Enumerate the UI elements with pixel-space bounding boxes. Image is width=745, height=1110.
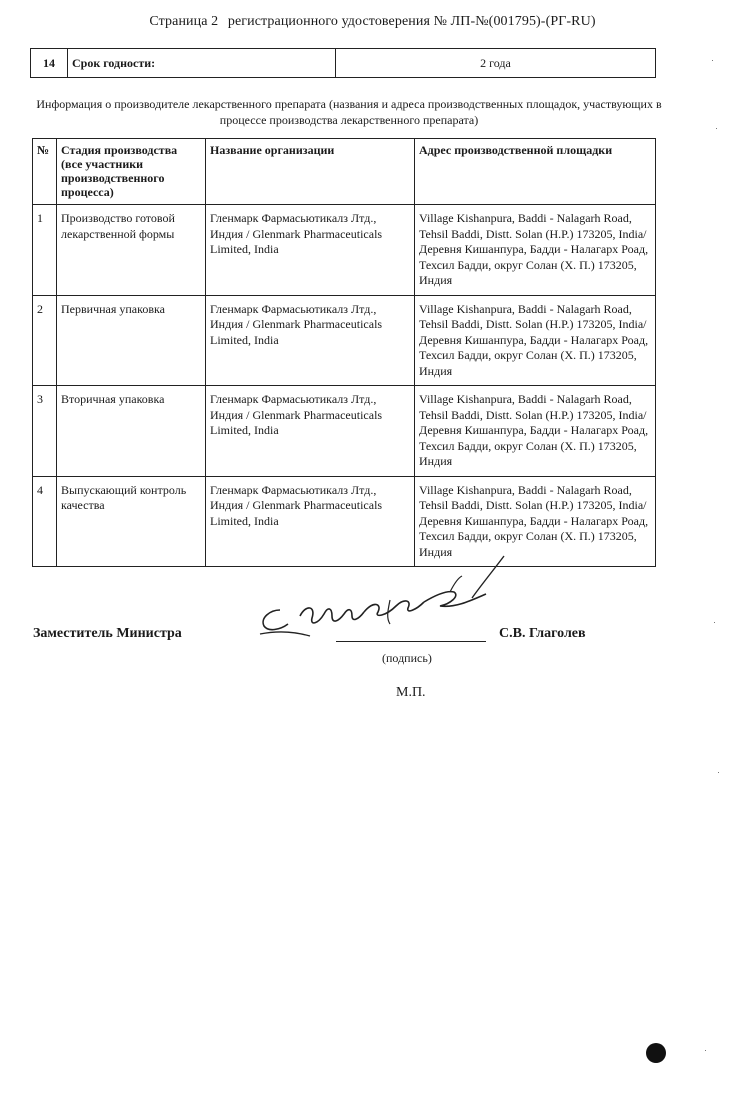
- header-stage: Стадия производства (все участники производственного процесса): [57, 139, 206, 205]
- signatory-name: С.В. Глаголев: [499, 626, 586, 641]
- black-dot-mark: [646, 1043, 666, 1063]
- row-num: 2: [33, 295, 57, 386]
- table-row: [33, 386, 656, 477]
- shelf-life-number: 14: [31, 49, 68, 78]
- row-stage: Производство готовой лекарственной формы: [57, 205, 206, 296]
- row-address: Village Kishanpura, Baddi - Nalagarh Road, Tehsil Baddi, Distt. Solan (H.P.) 173205, India/Деревня Кишанпура, Бадди - Налагарх Роад, Техсил Бадди, округ Солан (Х. П.) 173205, Индия: [415, 295, 656, 386]
- manufacturer-info-heading: Информация о производителе лекарственного препарата (названия и адреса производственных площадок, участвующих в процессе производства лекарственного препарата): [36, 97, 662, 127]
- row-address: Village Kishanpura, Baddi - Nalagarh Road, Tehsil Baddi, Distt. Solan (H.P.) 173205, India/Деревня Кишанпура, Бадди - Налагарх Роад, Техсил Бадди, округ Солан (Х. П.) 173205, Индия: [415, 476, 656, 567]
- table-row: [33, 295, 656, 386]
- row-num: 3: [33, 386, 57, 477]
- shelf-life-value: 2 года: [336, 49, 656, 78]
- page-number: Страница 2: [149, 14, 219, 29]
- row-stage: Первичная упаковка: [57, 295, 206, 386]
- signatory-role: Заместитель Министра: [33, 626, 182, 641]
- row-organization: Гленмарк Фармасьютикалз Лтд., Индия / Glenmark Pharmaceuticals Limited, India: [206, 476, 415, 567]
- row-organization: Гленмарк Фармасьютикалз Лтд., Индия / Glenmark Pharmaceuticals Limited, India: [206, 205, 415, 296]
- handwritten-signature: [240, 552, 530, 652]
- row-stage: Выпускающий контроль качества: [57, 476, 206, 567]
- scan-speck: [718, 772, 719, 773]
- row-address: Village Kishanpura, Baddi - Nalagarh Road, Tehsil Baddi, Distt. Solan (H.P.) 173205, India/Деревня Кишанпура, Бадди - Налагарх Роад, Техсил Бадди, округ Солан (Х. П.) 173205, Индия: [415, 386, 656, 477]
- page-header: [0, 14, 745, 30]
- shelf-life-table: [30, 48, 656, 78]
- shelf-life-label: Срок годности:: [68, 49, 336, 78]
- row-stage: Вторичная упаковка: [57, 386, 206, 477]
- scan-speck: [712, 60, 713, 61]
- header-organization: Название организации: [206, 139, 415, 205]
- stamp-placeholder: М.П.: [396, 685, 426, 700]
- scan-speck: [714, 622, 715, 623]
- scan-speck: [716, 128, 717, 129]
- scan-speck: [705, 1050, 706, 1051]
- header-num: №: [33, 139, 57, 205]
- manufacturer-table: [32, 138, 656, 567]
- signature-line: [336, 641, 486, 642]
- row-organization: Гленмарк Фармасьютикалз Лтд., Индия / Glenmark Pharmaceuticals Limited, India: [206, 386, 415, 477]
- table-row: [33, 205, 656, 296]
- row-num: 4: [33, 476, 57, 567]
- document-title: регистрационного удостоверения № ЛП-№(001795)-(РГ-RU): [227, 14, 596, 29]
- row-organization: Гленмарк Фармасьютикалз Лтд., Индия / Glenmark Pharmaceuticals Limited, India: [206, 295, 415, 386]
- row-address: Village Kishanpura, Baddi - Nalagarh Road, Tehsil Baddi, Distt. Solan (H.P.) 173205, India/Деревня Кишанпура, Бадди - Налагарх Роад, Техсил Бадди, округ Солан (Х. П.) 173205, Индия: [415, 205, 656, 296]
- header-address: Адрес производственной площадки: [415, 139, 656, 205]
- shelf-life-row: [31, 49, 656, 78]
- signature-caption: (подпись): [382, 651, 432, 665]
- table-header-row: [33, 139, 656, 205]
- row-num: 1: [33, 205, 57, 296]
